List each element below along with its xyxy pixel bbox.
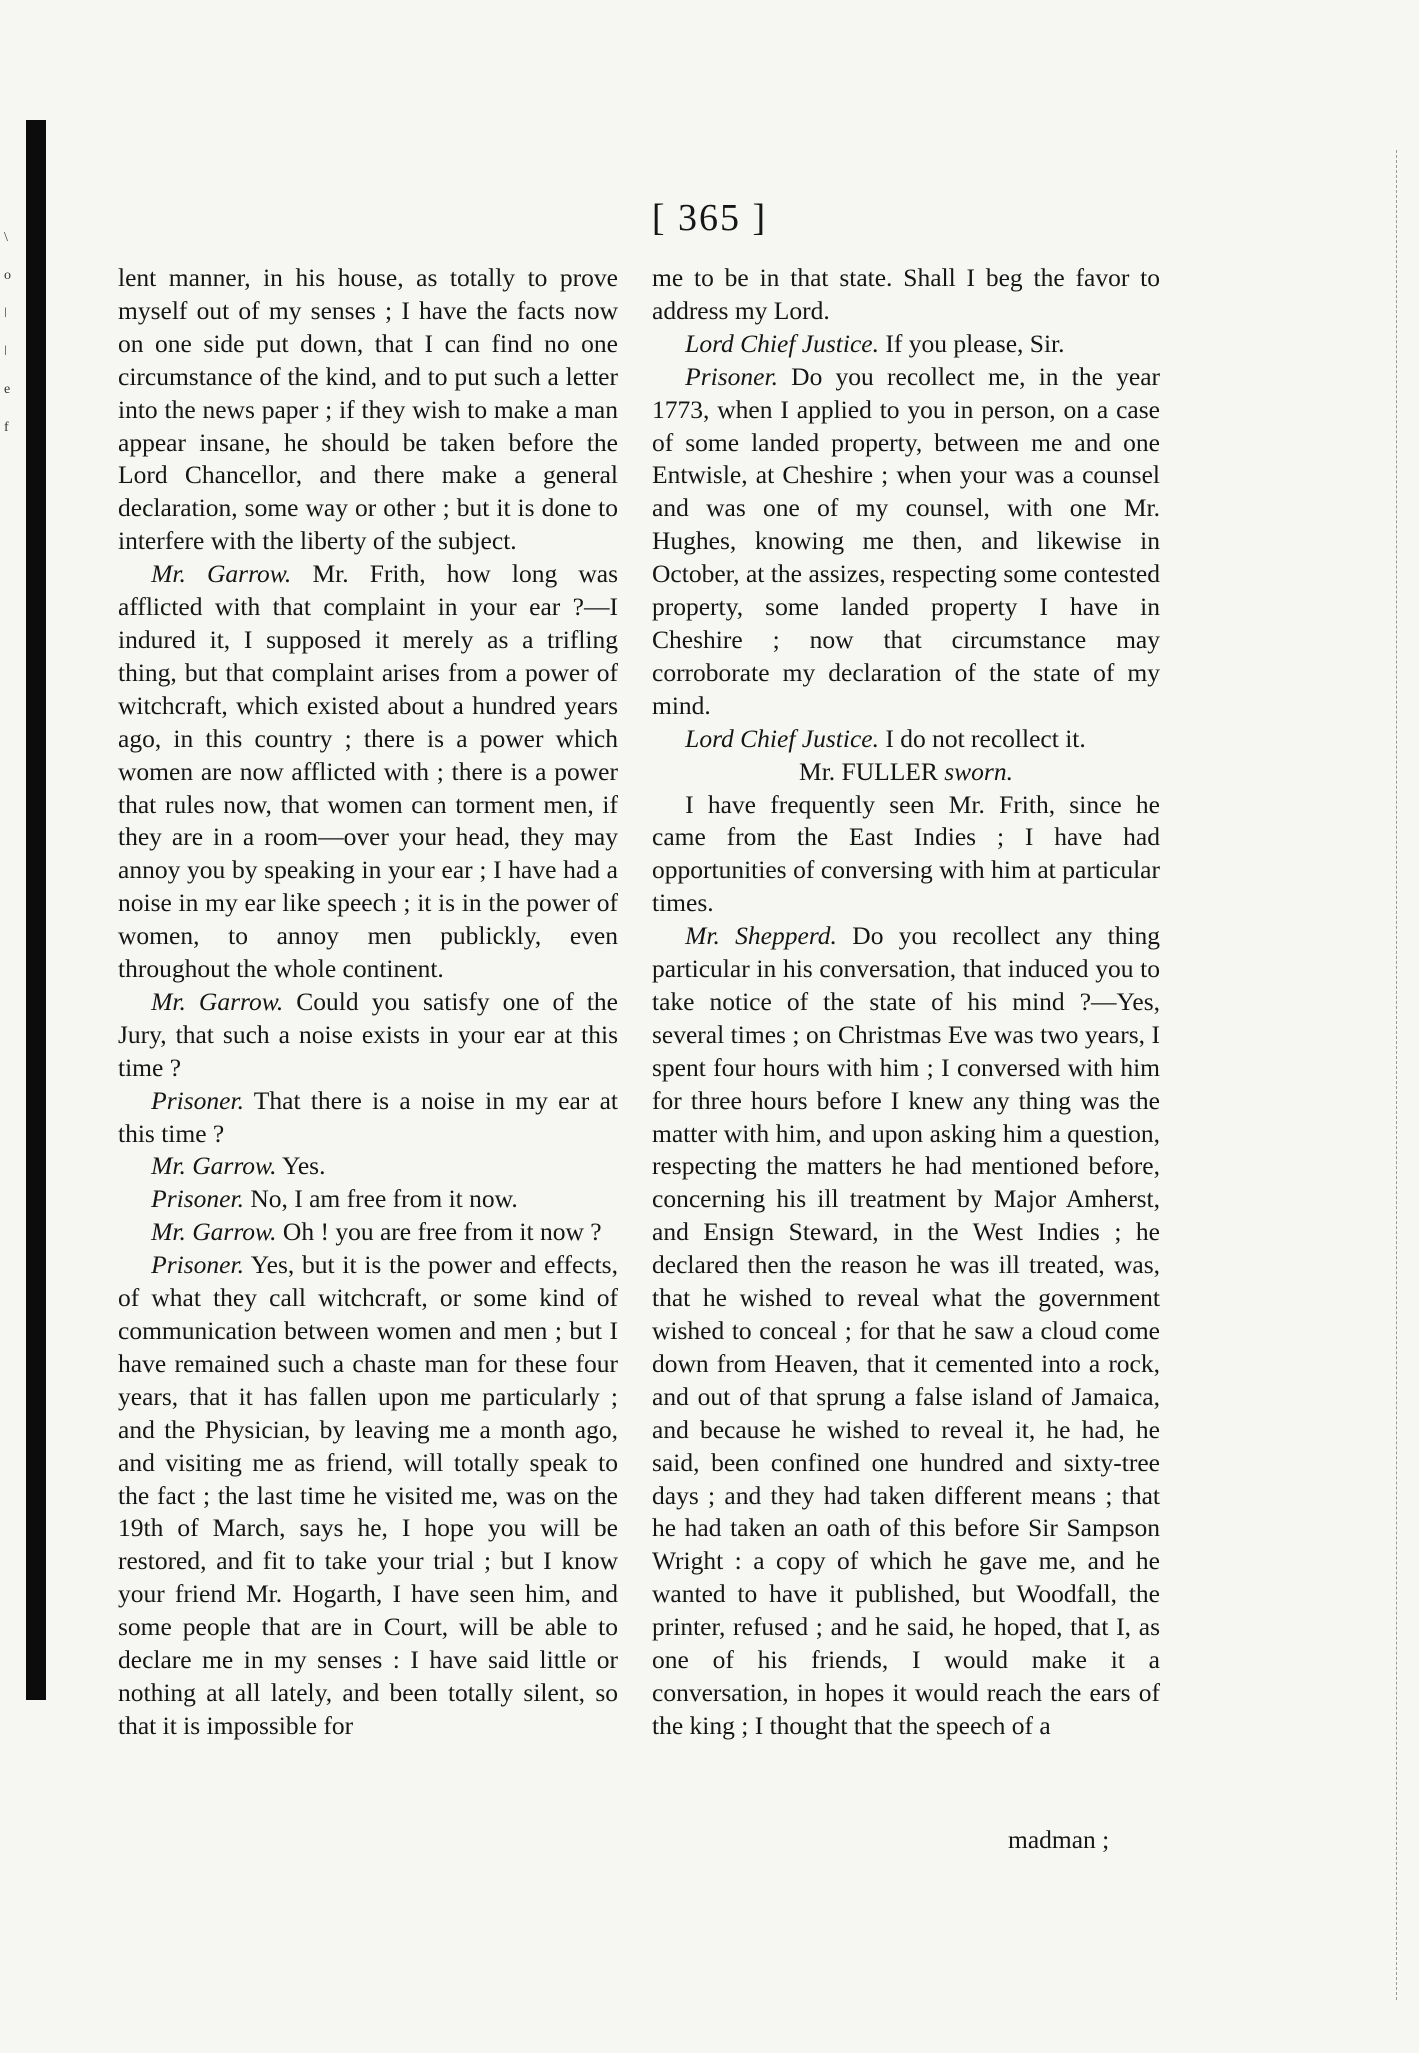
speech-text: Yes, but it is the power and effects, of what they call witchcraft, or some kind of communication between women and men ; but I have remained such a chaste man for these four years, that it has fallen upon me particularly ; and the Physician, by leaving me a month ago, and visiting me as friend, will totally speak to the fact ; the last time he visited me, was on the 19th of March, says he, I hope you will be restored, and fit to take your trial ; but I know your friend Mr. Hogarth, I have seen him, and some people that are in Court, will be able to declare me in my senses : I have said little or nothing at all lately, and been totally silent, so that it is impossible for xyxy=(118,1250,618,1740)
speech-text: I do not recollect it. xyxy=(885,723,1086,753)
speech-text: Mr. Frith, how long was afflicted with that complaint in your ear ?—I indured it, I supposed it merely as a trifling thing, but that complaint arises from a power of witchcraft, which existed about a hundred years ago, in this country ; there is a power which women are now afflicted with ; there is a power that rules now, that women can torment men, if they are in a room—over your head, they may annoy you by speaking in your ear ; I have had a noise in my ear like speech ; it is in the power of women, to annoy men publickly, even throughout the whole continent. xyxy=(118,559,618,984)
speech-paragraph xyxy=(118,1249,618,1743)
speaker-name: Lord Chief Justice. xyxy=(685,328,879,358)
speech-text: If you please, Sir. xyxy=(885,328,1065,358)
right-column xyxy=(652,262,1160,1743)
speech-text: Yes. xyxy=(281,1151,326,1181)
witness-name: Mr. FULLER xyxy=(799,756,938,786)
speaker-name: Mr. Garrow. xyxy=(151,986,284,1016)
right-margin-specks xyxy=(1396,150,1413,2000)
witness-heading xyxy=(652,756,1160,789)
speaker-name: Prisoner. xyxy=(685,361,778,391)
speech-text: That there is a noise in my ear at this time ? xyxy=(118,1085,618,1148)
sworn-label: sworn. xyxy=(944,756,1013,786)
speech-text: Do you recollect me, in the year 1773, when I applied to you in person, on a case of some landed property, between me and one Entwisle, at Cheshire ; when your was a counsel and was one of my counsel, with one Mr. Hughes, knowing me then, and likewise in October, at the assizes, respecting some contested property, some landed property I have in Cheshire ; now that circumstance may corroborate my declaration of the state of my mind. xyxy=(652,361,1161,720)
speaker-name: Mr. Garrow. xyxy=(151,1151,277,1181)
left-column xyxy=(118,262,618,1743)
page-number: [ 365 ] xyxy=(651,197,768,239)
paragraph-text: lent manner, in his house, as totally to prove myself out of my senses ; I have the facts now on one side put down, that I can find no one circumstance of the kind, and to put such a letter into the news paper ; if they wish to make a man appear insane, he should be taken before the Lord Chancellor, and there make a general declaration, some way or other ; but it is done to interfere with the liberty of the subject. xyxy=(118,263,618,556)
speech-text: No, I am free from it now. xyxy=(250,1184,518,1214)
paragraph-text: me to be in that state. Shall I beg the favor to address my Lord. xyxy=(652,263,1160,325)
speech-paragraph xyxy=(652,920,1160,1743)
speaker-name: Mr. Shepperd. xyxy=(685,921,837,951)
speech-paragraph xyxy=(652,361,1160,723)
continued-paragraph xyxy=(652,262,1160,328)
speaker-name: Prisoner. xyxy=(151,1250,244,1280)
speech-text: Could you satisfy one of the Jury, that such a noise exists in your ear at this time ? xyxy=(118,986,618,1082)
speech-paragraph xyxy=(652,328,1160,361)
speech-paragraph xyxy=(118,1216,618,1249)
scan-edge-shadow xyxy=(26,120,46,1700)
speech-paragraph xyxy=(118,1183,618,1216)
testimony-paragraph xyxy=(652,789,1160,921)
speech-paragraph xyxy=(118,1085,618,1151)
speaker-name: Prisoner. xyxy=(151,1184,244,1214)
speech-paragraph xyxy=(118,558,618,986)
speaker-name: Lord Chief Justice. xyxy=(685,723,879,753)
catchword: madman ; xyxy=(1008,1825,1110,1854)
speaker-name: Mr. Garrow. xyxy=(151,1217,277,1247)
margin-specks: \ o ǀ ǀ e f xyxy=(4,230,11,435)
speech-paragraph xyxy=(118,1150,618,1183)
paragraph-text: I have frequently seen Mr. Frith, since he came from the East Indies ; I have had opportunities of conversing with him at particular times. xyxy=(652,789,1160,918)
speech-text: Oh ! you are free from it now ? xyxy=(282,1217,602,1247)
speech-paragraph xyxy=(118,986,618,1085)
speech-text: Do you recollect any thing particular in his conversation, that induced you to take notice of the state of his mind ?—Yes, several times ; on Christmas Eve was two years, I spent four hours with him ; I conversed with him for three hours before I knew any thing was the matter with him, and upon asking him a question, respecting the matters he had mentioned before, concerning his ill treatment by Major Amherst, and Ensign Steward, in the West Indies ; he declared then the reason he was ill treated, was, that he wished to reveal what the government wished to conceal ; for that he saw a cloud come down from Heaven, that it cemented into a rock, and out of that sprung a false island of Jamaica, and because he wished to reveal it, he had, he said, been confined one hundred and sixty-tree days ; and they had taken different means ; that he had taken an oath of this before Sir Sampson Wright : a copy of which he gave me, and he wanted to have it published, but Woodfall, the printer, refused ; and he said, he hoped, that I, as one of his friends, I would make it a conversation, in hopes it would reach the ears of the king ; I thought that the speech of a xyxy=(652,921,1161,1740)
speaker-name: Prisoner. xyxy=(151,1085,244,1115)
continued-paragraph xyxy=(118,262,618,558)
speaker-name: Mr. Garrow. xyxy=(151,559,292,589)
speech-paragraph xyxy=(652,723,1160,756)
